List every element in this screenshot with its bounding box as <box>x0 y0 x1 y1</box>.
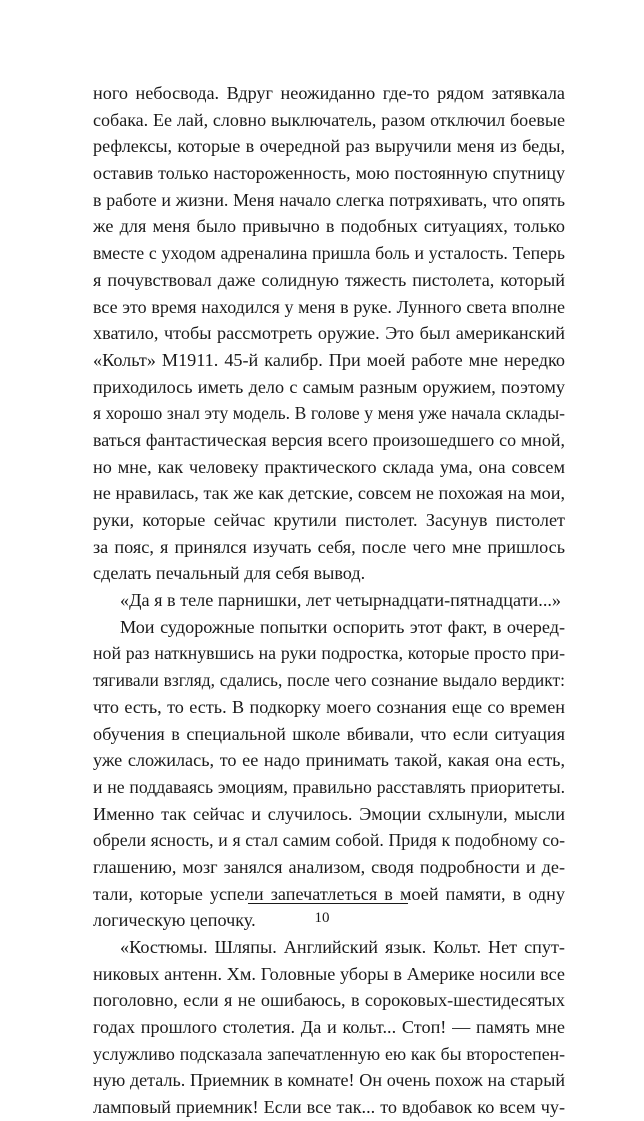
text-line: поголовно, если я не ошибаюсь, в сороковых-шестидесятых <box>93 990 565 1011</box>
text-line: «Костюмы. Шляпы. Английский язык. Кольт. Нет спут- <box>120 937 565 957</box>
text-line: уже сложилась, то ее надо принимать такой, какая она есть, <box>93 750 565 771</box>
text-line: никовых антенн. Хм. Головные уборы в Америке носили все <box>93 963 565 984</box>
footer-divider <box>248 903 408 904</box>
text-line: за пояс, я принялся изучать себя, после чего мне пришлось <box>93 536 565 557</box>
text-line: обучения в специальной школе вбивали, что если ситуация <box>93 723 565 744</box>
text-line: не нравилась, так же как детские, совсем не похожая на мои, <box>93 483 565 504</box>
text-line: ламповый приемник! Если все так... то вдобавок ко всем чу- <box>93 1097 565 1118</box>
text-line: Мои судорожные попытки оспорить этот факт, в очеред- <box>120 616 565 637</box>
text-line: что есть, то есть. В подкорку моего сознания еще со времен <box>93 696 565 717</box>
text-line: годах прошлого столетия. Да и кольт... Стоп! — память мне <box>93 1017 565 1038</box>
text-line: тягивали взгляд, сдались, после чего сознание выдало вердикт: <box>93 670 565 691</box>
text-line: «Кольт» М1911. 45-й калибр. При моей работе мне нередко <box>93 349 565 370</box>
text-line: логическую цепочку. <box>93 910 256 931</box>
text-line: хватило, чтобы рассмотреть оружие. Это был американский <box>93 323 565 344</box>
text-line: «Да я в теле парнишки, лет четырнадцати-пятнадцати...» <box>120 590 562 611</box>
text-line: глашению, мозг занялся анализом, сводя подробности и де- <box>93 856 565 877</box>
text-line: же для меня было привычно в подобных ситуациях, только <box>93 216 565 237</box>
text-line: все это время находился у меня в руке. Лунного света вполне <box>93 296 565 317</box>
text-line: рефлексы, которые в очередной раз выручили меня из беды, <box>93 136 565 157</box>
text-line: ваться фантастическая версия всего произошедшего со мной, <box>93 429 565 450</box>
text-line: я почувствовал даже солидную тяжесть пистолета, который <box>93 269 565 290</box>
body-text <box>93 80 565 1121</box>
text-line: ного небосвода. Вдруг неожиданно где-то рядом затявкала <box>93 83 565 103</box>
text-line: я хорошо знал эту модель. В голове у меня уже начала склады- <box>93 403 565 424</box>
page-number: 10 <box>314 910 330 926</box>
text-line: Именно так сейчас и случилось. Эмоции схлынули, мысли <box>93 803 565 824</box>
text-line: и не поддаваясь эмоциям, правильно расставлять приоритеты. <box>93 776 565 797</box>
text-line: сделать печальный для себя вывод. <box>93 563 366 584</box>
text-line: в работе и жизни. Меня начало слегка потряхивать, что опять <box>93 189 565 210</box>
text-line: вместе с уходом адреналина пришла боль и усталость. Теперь <box>93 243 565 264</box>
text-line: приходилось иметь дело с самым разным оружием, поэтому <box>93 376 565 397</box>
text-line: но мне, как человеку практического склада ума, она совсем <box>93 456 565 477</box>
text-line: услужливо подсказала запечатленную ею как бы второстепен- <box>93 1043 565 1064</box>
text-line: обрели ясность, и я стал самим собой. Придя к подобному со- <box>93 830 565 851</box>
text-line: тали, которые успели запечатлеться в моей памяти, в одну <box>93 883 565 904</box>
text-line: ной раз наткнувшись на руки подростка, которые просто при- <box>93 643 565 664</box>
text-line: оставив только настороженность, мою постоянную спутницу <box>93 163 565 184</box>
text-line: собака. Ее лай, словно выключатель, разом отключил боевые <box>93 109 565 130</box>
text-line: ную деталь. Приемник в комнате! Он очень похож на старый <box>93 1070 565 1091</box>
text-line: руки, которые сейчас крутили пистолет. Засунув пистолет <box>93 510 565 530</box>
